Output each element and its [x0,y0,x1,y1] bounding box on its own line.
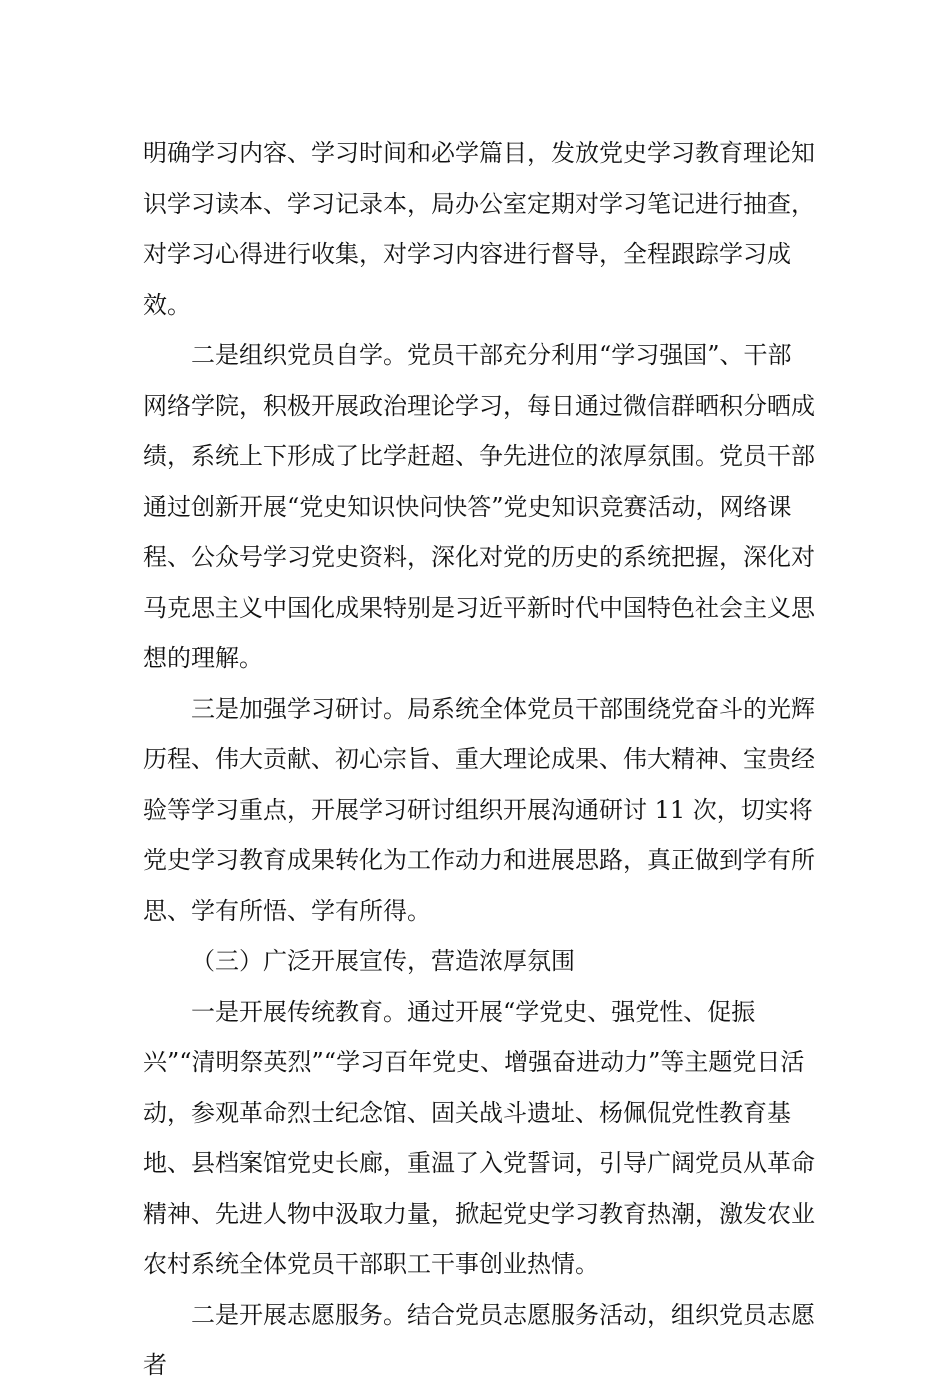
paragraph-self-study: 二是组织党员自学。党员干部充分利用“学习强国”、干部网络学院，积极开展政治理论学习，每日通过微信群晒积分晒成绩，系统上下形成了比学赶超、争先进位的浓厚氛围。党员干部通过创新开展“党史知识快问快答”党史知识竞赛活动，网络课程、公众号学习党史资料，深化对党的历史的系统把握，深化对马克思主义中国化成果特别是习近平新时代中国特色社会主义思想的理解。 [143,341,815,672]
document-body [143,128,815,1391]
section-heading-publicity: （三）广泛开展宣传，营造浓厚氛围 [191,947,575,975]
paragraph-continuation: 明确学习内容、学习时间和必学篇目，发放党史学习教育理论知识学习读本、学习记录本，局办公室定期对学习笔记进行抽查，对学习心得进行收集，对学习内容进行督导，全程跟踪学习成效。 [143,139,815,319]
paragraph-study-discussion: 三是加强学习研讨。局系统全体党员干部围绕党奋斗的光辉历程、伟大贡献、初心宗旨、重大理论成果、伟大精神、宝贵经验等学习重点，开展学习研讨组织开展沟通研讨 11 次，切实将党史学习教育成果转化为工作动力和进展思路，真正做到学有所思、学有所悟、学有所得。 [143,694,815,925]
paragraph-volunteer-service: 二是开展志愿服务。结合党员志愿服务活动，组织党员志愿者 [143,1300,815,1379]
paragraph-traditional-education: 一是开展传统教育。通过开展“学党史、强党性、促振兴”“清明祭英烈”“学习百年党史、增强奋进动力”等主题党日活动，参观革命烈士纪念馆、固关战斗遗址、杨佩侃党性教育基地、县档案馆党史长廊，重温了入党誓词，引导广阔党员从革命精神、先进人物中汲取力量，掀起党史学习教育热潮，激发农业农村系统全体党员干部职工干事创业热情。 [143,997,815,1278]
